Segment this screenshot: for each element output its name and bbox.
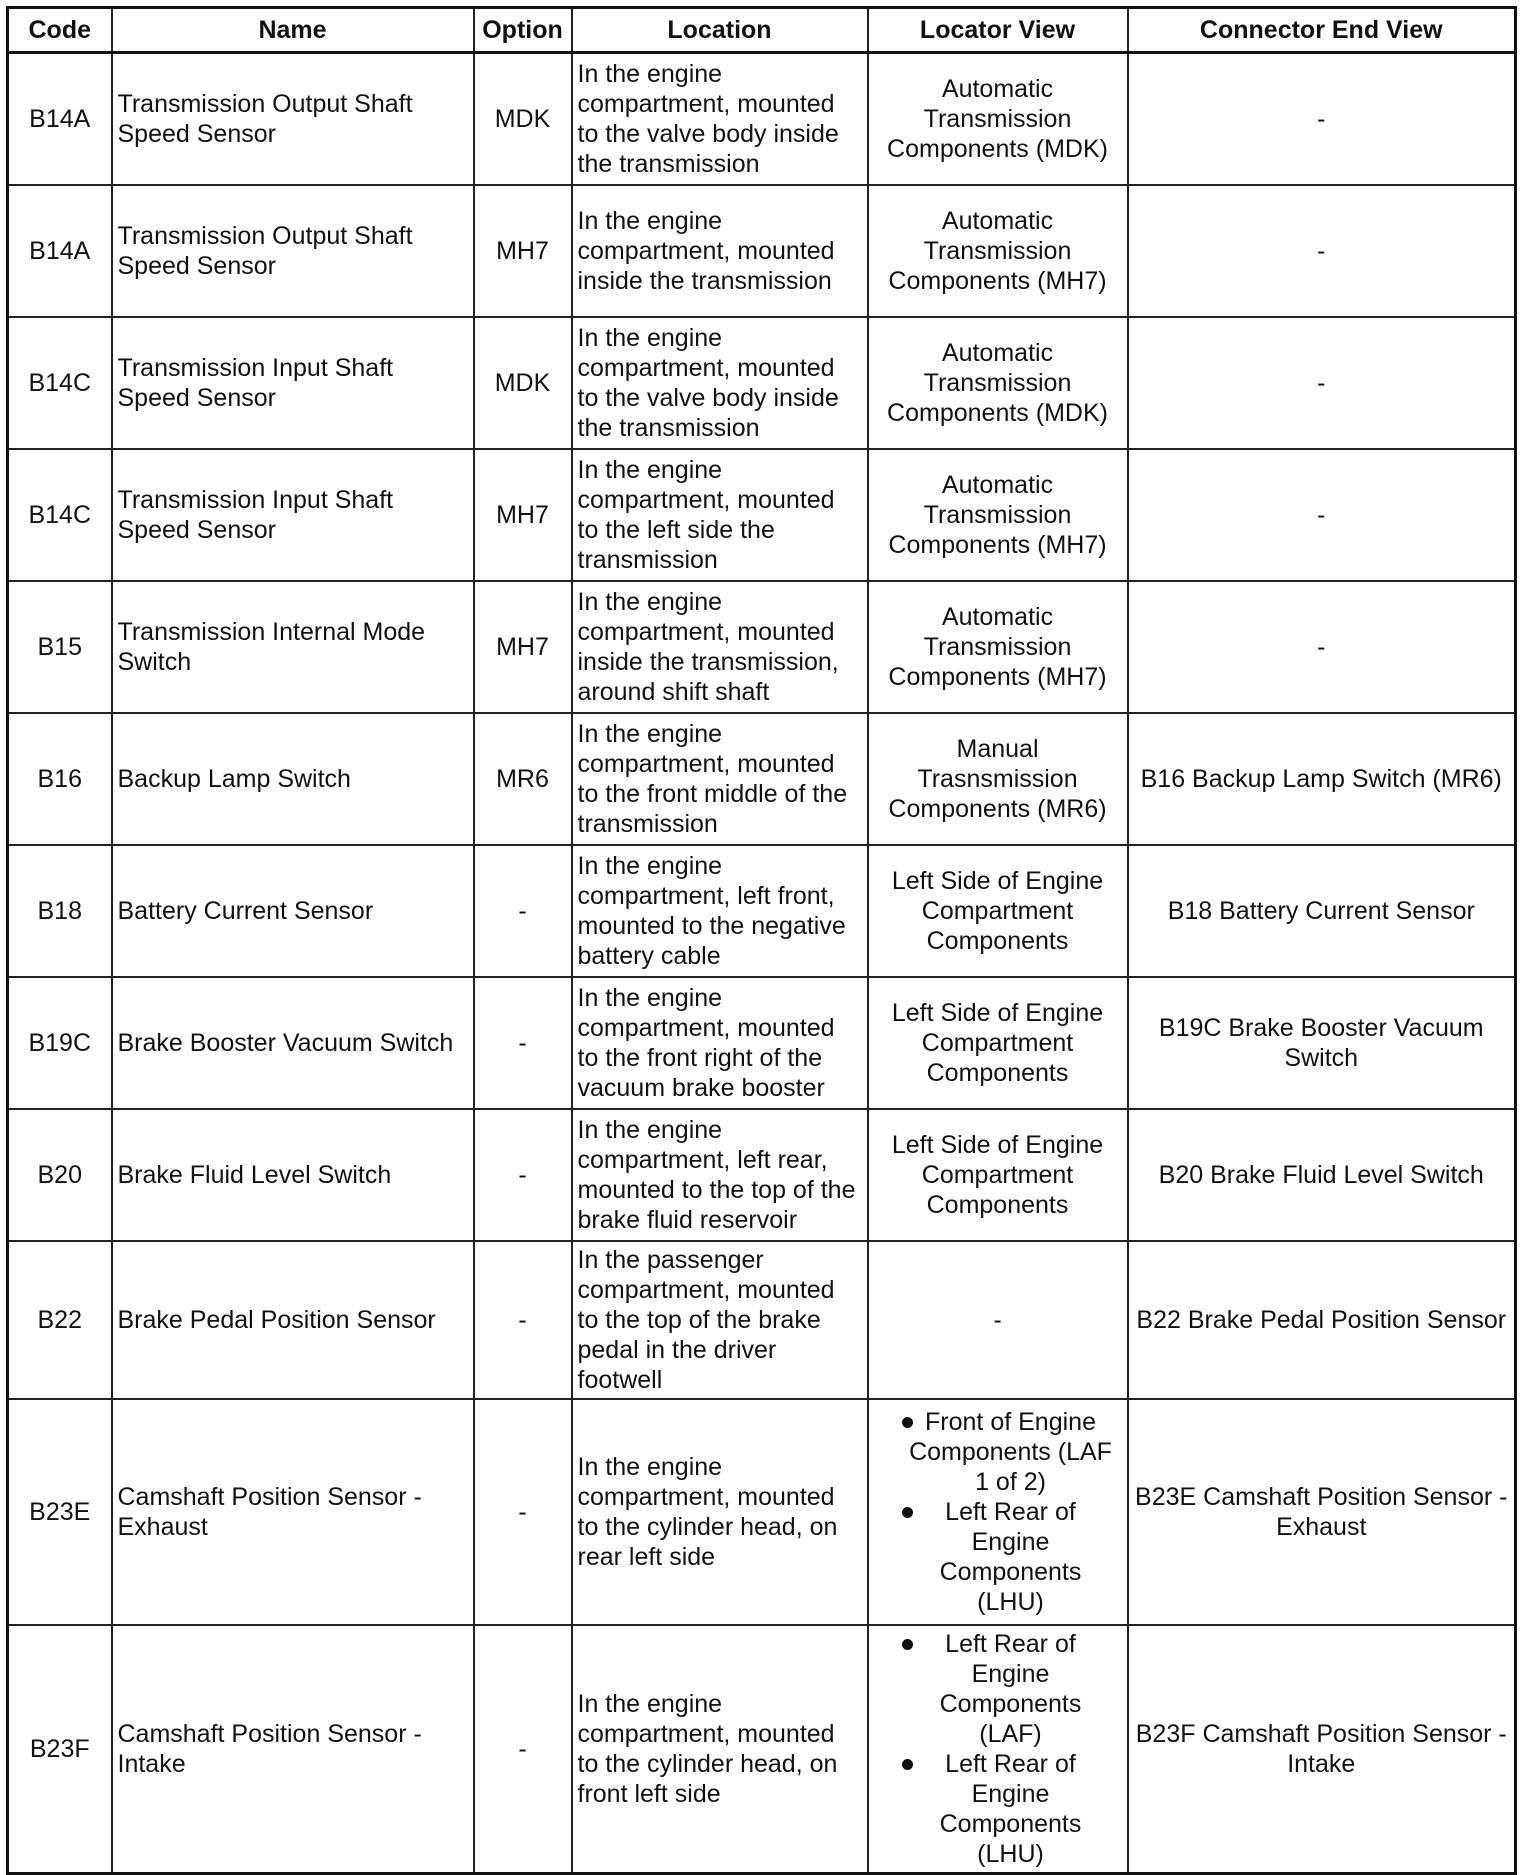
table-row	[8, 713, 1516, 845]
table-row	[8, 1625, 1516, 1874]
locator-view-item-text: Front of Engine Components (LAF 1 of 2)	[909, 1408, 1112, 1496]
cell-connector-end-view: B16 Backup Lamp Switch (MR6)	[1128, 713, 1516, 845]
cell-option: -	[474, 1109, 572, 1241]
cell-connector-end-view: -	[1128, 53, 1516, 186]
cell-locator-view: Automatic Transmission Components (MH7)	[868, 185, 1128, 317]
cell-locator-view: Automatic Transmission Components (MDK)	[868, 53, 1128, 186]
table-row	[8, 581, 1516, 713]
cell-option: MDK	[474, 317, 572, 449]
header-connector-end-view: Connector End View	[1128, 8, 1516, 53]
cell-location: In the engine compartment, mounted to the left side the transmission	[572, 449, 868, 581]
cell-code: B15	[8, 581, 112, 713]
header-code: Code	[8, 8, 112, 53]
table-row	[8, 449, 1516, 581]
locator-view-list	[874, 1629, 1122, 1869]
cell-location: In the engine compartment, mounted to the valve body inside the transmission	[572, 53, 868, 186]
locator-view-item	[874, 1497, 1122, 1617]
cell-connector-end-view: B23F Camshaft Position Sensor - Intake	[1128, 1625, 1516, 1874]
cell-code: B23F	[8, 1625, 112, 1874]
cell-code: B14A	[8, 53, 112, 186]
table-row	[8, 1241, 1516, 1399]
cell-location: In the passenger compartment, mounted to the top of the brake pedal in the driver footwell	[572, 1241, 868, 1399]
cell-name: Backup Lamp Switch	[112, 713, 474, 845]
table-row	[8, 185, 1516, 317]
locator-view-item-text: Left Rear of Engine Components (LAF)	[939, 1630, 1082, 1748]
cell-location: In the engine compartment, mounted to the valve body inside the transmission	[572, 317, 868, 449]
table-header	[8, 8, 1516, 53]
table-row	[8, 845, 1516, 977]
cell-locator-view	[868, 1625, 1128, 1874]
cell-connector-end-view: B22 Brake Pedal Position Sensor	[1128, 1241, 1516, 1399]
locator-view-item	[874, 1749, 1122, 1869]
cell-connector-end-view: -	[1128, 185, 1516, 317]
cell-code: B19C	[8, 977, 112, 1109]
header-locator-view: Locator View	[868, 8, 1128, 53]
locator-view-item	[874, 1629, 1122, 1749]
cell-option: -	[474, 1241, 572, 1399]
cell-location: In the engine compartment, mounted to the cylinder head, on front left side	[572, 1625, 868, 1874]
cell-locator-view: Left Side of Engine Compartment Components	[868, 977, 1128, 1109]
cell-option: MDK	[474, 53, 572, 186]
table-row	[8, 1109, 1516, 1241]
cell-code: B14A	[8, 185, 112, 317]
cell-option: -	[474, 1625, 572, 1874]
cell-name: Brake Booster Vacuum Switch	[112, 977, 474, 1109]
locator-view-item-text: Left Rear of Engine Components (LHU)	[939, 1750, 1082, 1868]
cell-location: In the engine compartment, mounted to the front right of the vacuum brake booster	[572, 977, 868, 1109]
cell-code: B14C	[8, 317, 112, 449]
cell-code: B18	[8, 845, 112, 977]
cell-locator-view: Automatic Transmission Components (MH7)	[868, 581, 1128, 713]
cell-connector-end-view: -	[1128, 317, 1516, 449]
cell-connector-end-view: -	[1128, 581, 1516, 713]
header-row	[8, 8, 1516, 53]
header-name: Name	[112, 8, 474, 53]
cell-location: In the engine compartment, mounted to the front middle of the transmission	[572, 713, 868, 845]
cell-option: MH7	[474, 581, 572, 713]
cell-option: -	[474, 977, 572, 1109]
cell-location: In the engine compartment, left front, mounted to the negative battery cable	[572, 845, 868, 977]
cell-locator-view: -	[868, 1241, 1128, 1399]
cell-code: B16	[8, 713, 112, 845]
cell-location: In the engine compartment, mounted inside the transmission, around shift shaft	[572, 581, 868, 713]
cell-name: Transmission Input Shaft Speed Sensor	[112, 449, 474, 581]
cell-connector-end-view: B20 Brake Fluid Level Switch	[1128, 1109, 1516, 1241]
table-row	[8, 1399, 1516, 1625]
cell-option: -	[474, 845, 572, 977]
cell-locator-view: Automatic Transmission Components (MH7)	[868, 449, 1128, 581]
locator-view-item	[874, 1407, 1122, 1497]
cell-name: Battery Current Sensor	[112, 845, 474, 977]
cell-locator-view	[868, 1399, 1128, 1625]
cell-code: B14C	[8, 449, 112, 581]
cell-connector-end-view: B18 Battery Current Sensor	[1128, 845, 1516, 977]
locator-view-list	[874, 1407, 1122, 1617]
cell-code: B22	[8, 1241, 112, 1399]
cell-connector-end-view: -	[1128, 449, 1516, 581]
cell-name: Brake Pedal Position Sensor	[112, 1241, 474, 1399]
bullet-icon	[902, 1759, 913, 1770]
cell-name: Transmission Input Shaft Speed Sensor	[112, 317, 474, 449]
table-row	[8, 53, 1516, 186]
cell-locator-view: Automatic Transmission Components (MDK)	[868, 317, 1128, 449]
cell-name: Camshaft Position Sensor - Exhaust	[112, 1399, 474, 1625]
cell-name: Camshaft Position Sensor - Intake	[112, 1625, 474, 1874]
cell-locator-view: Left Side of Engine Compartment Components	[868, 1109, 1128, 1241]
cell-option: MH7	[474, 449, 572, 581]
cell-name: Brake Fluid Level Switch	[112, 1109, 474, 1241]
table-row	[8, 977, 1516, 1109]
bullet-icon	[902, 1639, 913, 1650]
cell-connector-end-view: B23E Camshaft Position Sensor - Exhaust	[1128, 1399, 1516, 1625]
cell-location: In the engine compartment, left rear, mounted to the top of the brake fluid reservoir	[572, 1109, 868, 1241]
cell-option: MH7	[474, 185, 572, 317]
cell-location: In the engine compartment, mounted inside the transmission	[572, 185, 868, 317]
locator-view-item-text: Left Rear of Engine Components (LHU)	[939, 1498, 1082, 1616]
cell-name: Transmission Internal Mode Switch	[112, 581, 474, 713]
cell-locator-view: Left Side of Engine Compartment Components	[868, 845, 1128, 977]
cell-code: B23E	[8, 1399, 112, 1625]
cell-locator-view: Manual Trasnsmission Components (MR6)	[868, 713, 1128, 845]
bullet-icon	[902, 1417, 913, 1428]
table-row	[8, 317, 1516, 449]
header-option: Option	[474, 8, 572, 53]
table-body	[8, 53, 1516, 1874]
cell-option: -	[474, 1399, 572, 1625]
cell-name: Transmission Output Shaft Speed Sensor	[112, 185, 474, 317]
bullet-icon	[902, 1507, 913, 1518]
component-location-table	[6, 6, 1517, 1875]
cell-location: In the engine compartment, mounted to the cylinder head, on rear left side	[572, 1399, 868, 1625]
cell-option: MR6	[474, 713, 572, 845]
cell-connector-end-view: B19C Brake Booster Vacuum Switch	[1128, 977, 1516, 1109]
cell-name: Transmission Output Shaft Speed Sensor	[112, 53, 474, 186]
cell-code: B20	[8, 1109, 112, 1241]
header-location: Location	[572, 8, 868, 53]
